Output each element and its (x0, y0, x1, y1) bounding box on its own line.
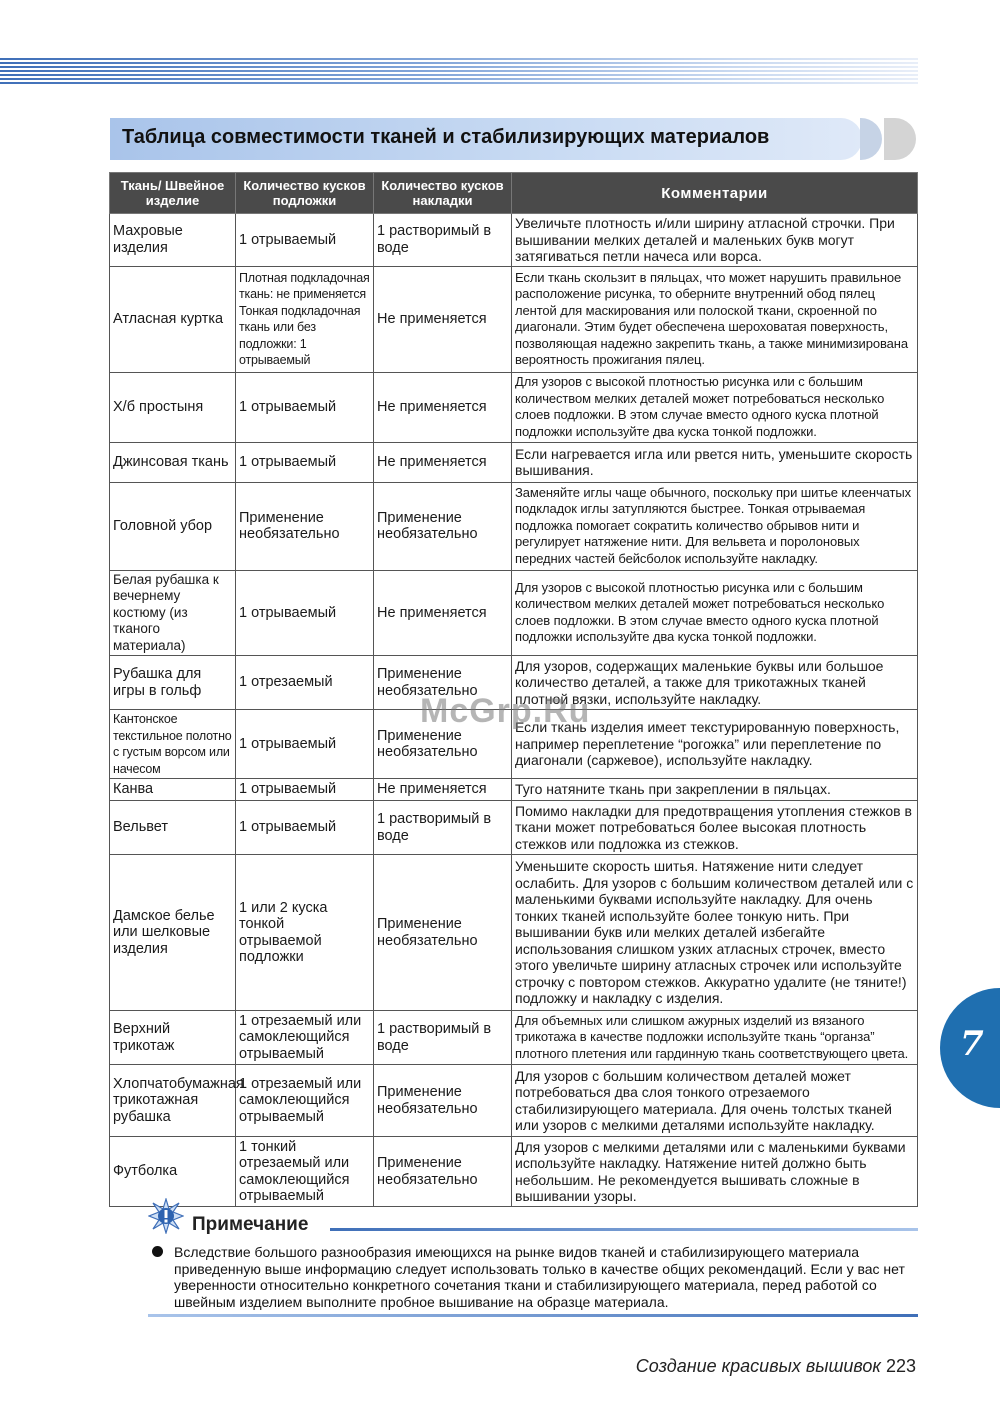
topping-cell: Применение необязательно (374, 1065, 512, 1137)
page-footer (636, 1356, 916, 1377)
comment-cell: Для объемных или слишком ажурных изделий из вязаного трикотажа в качестве подложки используйте ткань “органза” плотного плетения или гардинную ткань соответствующего цвета. (512, 1011, 918, 1065)
backing-cell: 1 отрываемый (236, 214, 374, 267)
footer-section-title: Создание красивых вышивок (635, 1356, 881, 1376)
topping-cell: Применение необязательно (374, 1137, 512, 1207)
watermark: McGrp.Ru (420, 692, 591, 730)
fabric-cell: Атласная куртка (110, 266, 236, 372)
backing-cell: 1 отрываемый (236, 442, 374, 482)
comment-cell: Увеличьте плотность и/или ширину атласной строчки. При вышивании мелких деталей и маленьких букв могут затягиваться петли начеса или ворса. (512, 214, 918, 267)
table-row (110, 214, 918, 267)
fabric-cell: Белая рубашка к вечернему костюму (из тканого материала) (110, 570, 236, 656)
header-stripes (0, 58, 918, 86)
fabric-cell: Джинсовая ткань (110, 442, 236, 482)
topping-cell: Применение необязательно (374, 656, 512, 710)
header-fabric: Ткань/ Швейное изделие (110, 173, 236, 214)
table-row (110, 266, 918, 372)
title-band (110, 118, 862, 160)
backing-cell: 1 отрезаемый (236, 656, 374, 710)
table-row (110, 779, 918, 801)
topping-cell: Применение необязательно (374, 855, 512, 1011)
topping-cell: 1 растворимый в воде (374, 214, 512, 267)
note-divider (330, 1228, 918, 1231)
fabric-cell: Рубашка для игры в гольф (110, 656, 236, 710)
backing-cell: 1 отрезаемый или самоклеющийся отрываемый (236, 1011, 374, 1065)
topping-cell: Применение необязательно (374, 710, 512, 779)
backing-cell: 1 отрываемый (236, 710, 374, 779)
comment-cell: Если нагревается игла или рвется нить, уменьшите скорость вышивания. (512, 442, 918, 482)
comment-cell: Уменьшите скорость шитья. Натяжение нити следует ослабить. Для узоров с большим количеством деталей или с маленькими буквами используйте накладку. Для очень тонких тканей используйте более тонкую нить. При вышивании букв или мелких деталей избегайте использования слишком узких атласных строчек, вместо этого увеличьте ширину атласных строчек или используйте строчку с повтором стежков. Аккуратно удалите (не тяните!) подложку и накладку с изделия. (512, 855, 918, 1011)
comment-cell: Если ткань изделия имеет текстурированную поверхность, например переплетение “рогожка” или переплетение по диагонали (саржевое), используйте накладку. (512, 710, 918, 779)
topping-cell: Не применяется (374, 442, 512, 482)
backing-cell: Применение необязательно (236, 482, 374, 570)
comment-cell: Для узоров, содержащих маленькие буквы или большое количество деталей, а также для трикотажных тканей плотной вязки, используйте накладку. (512, 656, 918, 710)
topping-cell: Не применяется (374, 266, 512, 372)
backing-cell: 1 отрываемый (236, 372, 374, 442)
fabric-cell: Дамское белье или шелковые изделия (110, 855, 236, 1011)
page-number: 223 (885, 1356, 916, 1376)
backing-cell: Плотная подкладочная ткань: не применяется Тонкая подкладочная ткань или без подложки: 1 отрываемый (236, 266, 374, 372)
header-comments: Комментарии (512, 173, 918, 214)
table-row (110, 570, 918, 656)
table-row (110, 801, 918, 855)
title-cap-gray (884, 118, 916, 160)
table-row (110, 482, 918, 570)
backing-cell: 1 отрезаемый или самоклеющийся отрываемый (236, 1065, 374, 1137)
backing-cell: 1 или 2 куска тонкой отрываемой подложки (236, 855, 374, 1011)
table-header-row (110, 173, 918, 214)
comment-cell: Помимо накладки для предотвращения утопления стежков в ткани может потребоваться более высокая плотность стежков или подложка из стежков. (512, 801, 918, 855)
topping-cell: 1 растворимый в воде (374, 801, 512, 855)
title-cap-blue (860, 118, 882, 160)
comment-cell: Заменяйте иглы чаще обычного, поскольку при шитье клеенчатых подкладок иглы затупляются быстрее. Тонкая отрываемая подложка помогает сократить количество обрывов нити и регулирует натяжение нити. Для вельвета и поролоновых передних частей бейсболок используйте накладку. (512, 482, 918, 570)
comment-cell: Если ткань скользит в пяльцах, что может нарушить правильное расположение рисунка, то оберните внутренний обод пялец лентой для маскирования или полоской ткани, скроенной по диагонали. Этим будет обеспечена шероховатая поверхность, позволяющая надежно закрепить ткань, а также минимизирована вероятность прожигания пялец. (512, 266, 918, 372)
note-text: Вследствие большого разнообразия имеющихся на рынке видов тканей и стабилизирующего материала приведенную выше информацию следует использовать только в качестве общих рекомендаций. Если у вас нет уверенности относительно конкретного сочетания ткани и стабилизирующего материала, перед работой со швейным изделием выполните пробное вышивание на образце материала. (174, 1244, 905, 1310)
note-title: Примечание (192, 1214, 309, 1235)
header-backing: Количество кусков подложки (236, 173, 374, 214)
topping-cell: Не применяется (374, 570, 512, 656)
fabric-cell: Х/б простыня (110, 372, 236, 442)
fabric-cell: Вельвет (110, 801, 236, 855)
backing-cell: 1 отрываемый (236, 801, 374, 855)
header-topping: Количество кусков накладки (374, 173, 512, 214)
fabric-cell: Головной убор (110, 482, 236, 570)
table-row (110, 1065, 918, 1137)
comment-cell: Для узоров с большим количеством деталей может потребоваться два слоя тонкого отрезаемого стабилизирующего материала. Для очень толстых тканей или узоров с мелкими деталями используйте накладку. (512, 1065, 918, 1137)
topping-cell: 1 растворимый в воде (374, 1011, 512, 1065)
table-row (110, 855, 918, 1011)
fabric-cell: Верхний трикотаж (110, 1011, 236, 1065)
note-star-icon (148, 1198, 184, 1234)
topping-cell: Применение необязательно (374, 482, 512, 570)
note-bottom-divider (148, 1314, 918, 1317)
table-row (110, 1137, 918, 1207)
comment-cell: Туго натяните ткань при закреплении в пяльцах. (512, 779, 918, 801)
table-row (110, 372, 918, 442)
fabric-cell: Хлопчатобумажная трикотажная рубашка (110, 1065, 236, 1137)
page-title: Таблица совместимости тканей и стабилизирующих материалов (122, 126, 770, 148)
fabric-cell: Кантонское текстильное полотно с густым ворсом или начесом (110, 710, 236, 779)
fabric-cell: Канва (110, 779, 236, 801)
backing-cell: 1 отрываемый (236, 570, 374, 656)
fabric-cell: Махровые изделия (110, 214, 236, 267)
fabric-cell: Футболка (110, 1137, 236, 1207)
topping-cell: Не применяется (374, 779, 512, 801)
compatibility-table (109, 172, 918, 1207)
bullet-icon (152, 1246, 163, 1257)
backing-cell: 1 отрываемый (236, 779, 374, 801)
topping-cell: Не применяется (374, 372, 512, 442)
table-row (110, 1011, 918, 1065)
table-row (110, 442, 918, 482)
chapter-number: 7 (960, 1024, 984, 1064)
backing-cell: 1 тонкий отрезаемый или самоклеющийся отрываемый (236, 1137, 374, 1207)
comment-cell: Для узоров с высокой плотностью рисунка или с большим количеством мелких деталей может потребоваться несколько слоев подложки. В этом случае вместо одного куска плотной подложки используйте два куска тонкой подложки. (512, 570, 918, 656)
comment-cell: Для узоров с высокой плотностью рисунка или с большим количеством мелких деталей может потребоваться несколько слоев подложки. В этом случае вместо одного куска плотной подложки используйте два куска тонкой подложки. (512, 372, 918, 442)
comment-cell: Для узоров с мелкими деталями или с маленькими буквами используйте накладку. Натяжение нитей должно быть небольшим. Не рекомендуется вышивать сложные в вышивании узоры. (512, 1137, 918, 1207)
